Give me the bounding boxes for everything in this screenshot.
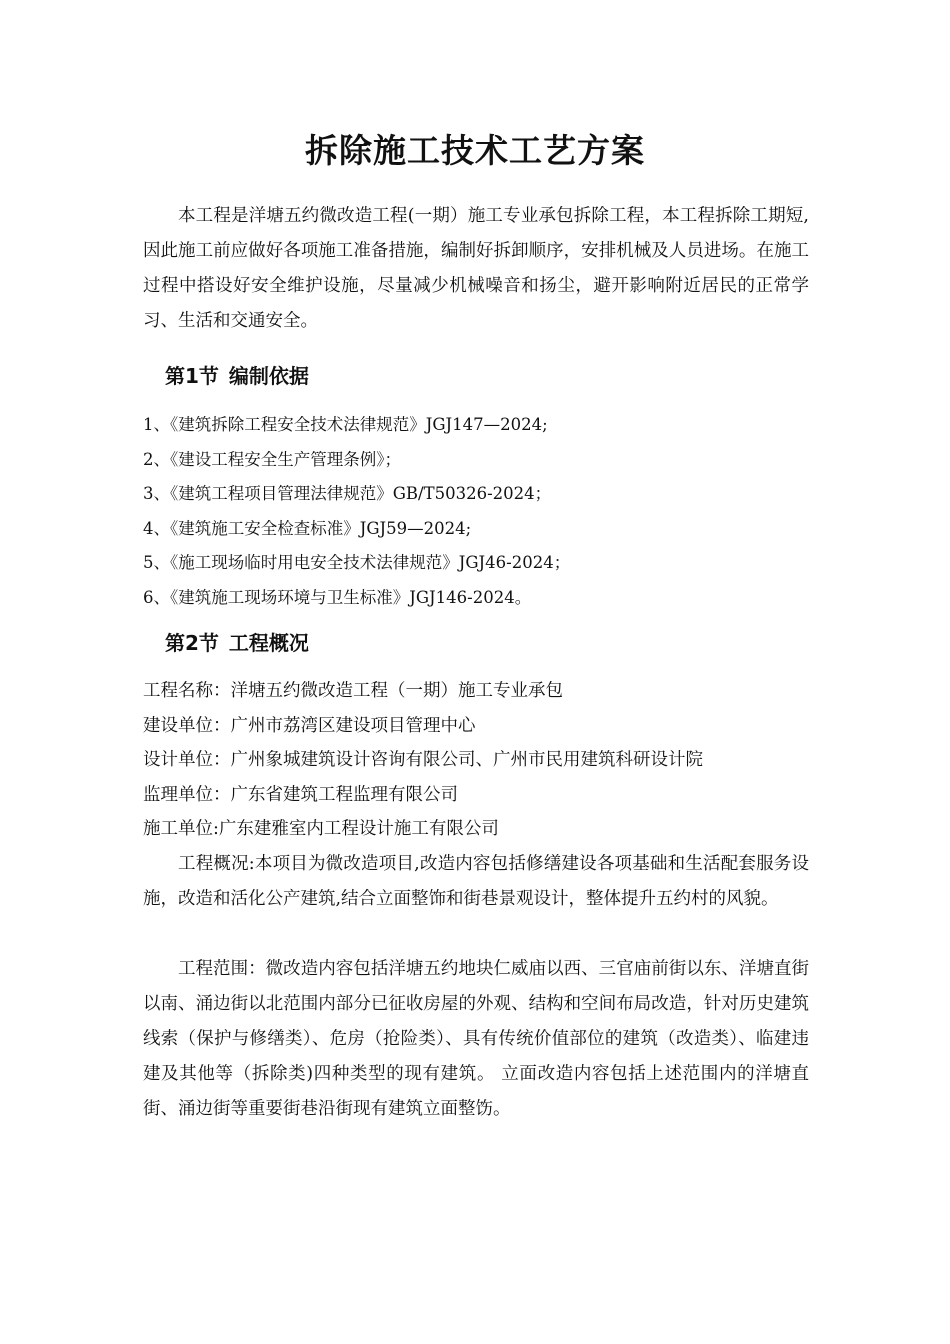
list-item: 1、《建筑拆除工程安全技术法律规范》JGJ147—2024; bbox=[143, 415, 548, 434]
basis-list bbox=[143, 408, 823, 616]
section-heading-basis bbox=[165, 361, 309, 391]
scope-paragraph: 工程范围：微改造内容包括洋塘五约地块仁威庙以西、三官庙前街以东、洋塘直街以南、涌边街以北范围内部分已征收房屋的外观、结构和空间布局改造，针对历史建筑线索（保护与修缮类）、危房（抢险类）、具有传统价值部位的建筑（改造类）、临建违建及其他等（拆除类)四种类型的现有建筑。 立面改造内容包括上述范围内的洋塘直街、涌边街等重要街巷沿街现有建筑立面整饬。 bbox=[143, 959, 809, 1119]
document-title: 拆除施工技术工艺方案 bbox=[305, 131, 645, 170]
info-row-supervisor: 监理单位：广东省建筑工程监理有限公司 bbox=[143, 784, 458, 805]
list-item: 2、《建设工程安全生产管理条例》； bbox=[143, 449, 401, 469]
info-row-project-name: 工程名称：洋塘五约微改造工程（一期）施工专业承包 bbox=[143, 681, 563, 701]
section-number: 第1节 bbox=[165, 364, 219, 388]
project-info bbox=[143, 674, 823, 847]
list-item: 4、《建筑施工安全检查标准》JGJ59—2024; bbox=[143, 518, 472, 538]
list-item: 5、《施工现场临时用电安全技术法律规范》JGJ46-2024； bbox=[143, 553, 571, 573]
section-heading-overview bbox=[165, 628, 309, 658]
list-item: 3、《建筑工程项目管理法律规范》GB/T50326-2024； bbox=[143, 484, 552, 504]
section-number: 第2节 bbox=[165, 631, 219, 655]
info-row-owner: 建设单位：广州市荔湾区建设项目管理中心 bbox=[143, 715, 476, 736]
intro-paragraph: 本工程是洋塘五约微改造工程(一期）施工专业承包拆除工程，本工程拆除工期短,因此施工前应做好各项施工准备措施，编制好拆卸顺序，安排机械及人员进场。在施工过程中搭设好安全维护设施，尽量减少机械噪音和扬尘，避开影响附近居民的正常学习、生活和交通安全。 bbox=[143, 206, 809, 331]
info-row-designer: 设计单位：广州象城建筑设计咨询有限公司、广州市民用建筑科研设计院 bbox=[143, 750, 703, 770]
section-title: 编制依据 bbox=[228, 364, 309, 388]
info-row-contractor: 施工单位:广东建雅室内工程设计施工有限公司 bbox=[143, 819, 499, 839]
overview-paragraph: 工程概况:本项目为微改造项目,改造内容包括修缮建设各项基础和生活配套服务设施，改造和活化公产建筑,结合立面整饰和街巷景观设计，整体提升五约村的风貌。 bbox=[143, 854, 809, 909]
section-title: 工程概况 bbox=[228, 631, 309, 655]
list-item: 6、《建筑施工现场环境与卫生标准》JGJ146-2024。 bbox=[143, 587, 532, 607]
